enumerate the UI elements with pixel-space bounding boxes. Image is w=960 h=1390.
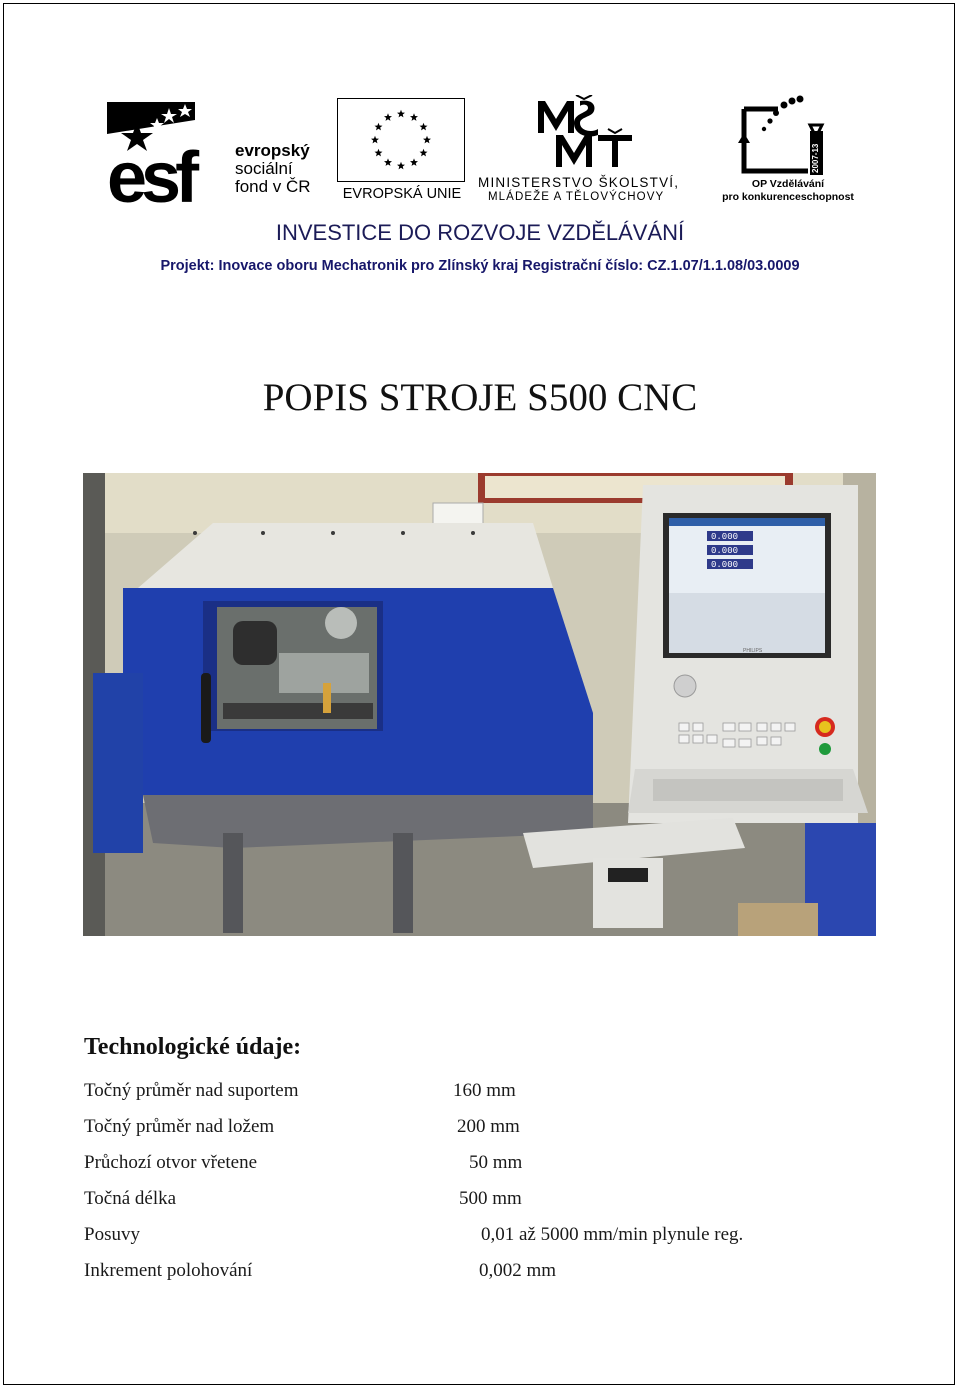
eu-stars-icon bbox=[338, 99, 464, 181]
spec-row bbox=[84, 1080, 884, 1116]
spec-label: Průchozí otvor vřetene bbox=[84, 1152, 258, 1173]
esf-word-3: fond v ČR bbox=[235, 177, 311, 196]
esf-word-1: evropský bbox=[235, 141, 310, 160]
op-years: 2007-13 bbox=[811, 143, 820, 173]
screen-readout-2: 0.000 bbox=[711, 546, 739, 556]
op-mark-icon bbox=[738, 95, 838, 177]
eu-star-icon bbox=[397, 110, 405, 118]
screen-readout-1: 0.000 bbox=[711, 532, 739, 542]
specs-heading: Technologické údaje: bbox=[84, 1034, 302, 1060]
eu-label: EVROPSKÁ UNIE bbox=[342, 186, 462, 202]
eu-star-icon bbox=[410, 158, 418, 166]
op-line-2: pro konkurenceschopnost bbox=[722, 191, 854, 203]
logo-bar bbox=[0, 95, 960, 210]
eu-star-icon bbox=[371, 136, 379, 144]
op-line-1: OP Vzdělávání bbox=[751, 178, 825, 190]
eu-logo bbox=[337, 98, 467, 208]
esf-mark-icon bbox=[107, 98, 225, 204]
svg-text:esf: esf bbox=[107, 138, 194, 204]
eu-star-icon bbox=[420, 123, 428, 131]
monitor-brand: PHILIPS bbox=[743, 648, 763, 654]
msmt-logo bbox=[478, 95, 708, 207]
eu-star-icon bbox=[397, 162, 405, 170]
esf-word-2: sociální bbox=[235, 159, 293, 178]
cnc-machine-image bbox=[83, 473, 876, 936]
spec-label: Točný průměr nad suportem bbox=[84, 1080, 299, 1101]
eu-star-icon bbox=[420, 149, 428, 157]
msmt-mark-icon bbox=[536, 95, 646, 171]
esf-logo bbox=[107, 98, 332, 208]
screen-readout-3: 0.000 bbox=[711, 560, 739, 570]
spec-label: Točný průměr nad ložem bbox=[84, 1116, 275, 1137]
spec-value: 160 mm bbox=[453, 1080, 516, 1101]
eu-star-icon bbox=[423, 136, 431, 144]
project-line: Projekt: Inovace oboru Mechatronik pro Zlínský kraj Registrační číslo: CZ.1.07/1.1.08/03.0009 bbox=[160, 258, 800, 274]
eu-star-icon bbox=[374, 123, 382, 131]
spec-value: 0,002 mm bbox=[479, 1260, 557, 1281]
msmt-line-2: MLÁDEŽE A TĚLOVÝCHOVY bbox=[488, 191, 665, 203]
machine-photo bbox=[83, 473, 876, 936]
specs-table bbox=[84, 1080, 884, 1296]
eu-star-icon bbox=[410, 113, 418, 121]
spec-row bbox=[84, 1188, 884, 1224]
eu-star-icon bbox=[384, 158, 392, 166]
spec-row bbox=[84, 1224, 884, 1260]
spec-value: 0,01 až 5000 mm/min plynule reg. bbox=[481, 1224, 744, 1245]
op-logo bbox=[708, 95, 868, 207]
spec-label: Točná délka bbox=[84, 1188, 177, 1209]
banner-text: INVESTICE DO ROZVOJE VZDĚLÁVÁNÍ bbox=[275, 220, 685, 245]
spec-value: 500 mm bbox=[459, 1188, 522, 1209]
spec-row bbox=[84, 1152, 884, 1188]
eu-flag bbox=[337, 98, 465, 182]
spec-label: Posuvy bbox=[84, 1224, 140, 1245]
page-title: POPIS STROJE S500 CNC bbox=[262, 376, 698, 419]
eu-star-icon bbox=[384, 113, 392, 121]
esf-text bbox=[235, 142, 311, 196]
spec-value: 50 mm bbox=[469, 1152, 523, 1173]
spec-row bbox=[84, 1260, 884, 1296]
msmt-line-1: MINISTERSTVO ŠKOLSTVÍ, bbox=[478, 175, 680, 190]
eu-star-icon bbox=[374, 149, 382, 157]
spec-row bbox=[84, 1116, 884, 1152]
spec-label: Inkrement polohování bbox=[84, 1260, 253, 1281]
spec-value: 200 mm bbox=[457, 1116, 520, 1137]
